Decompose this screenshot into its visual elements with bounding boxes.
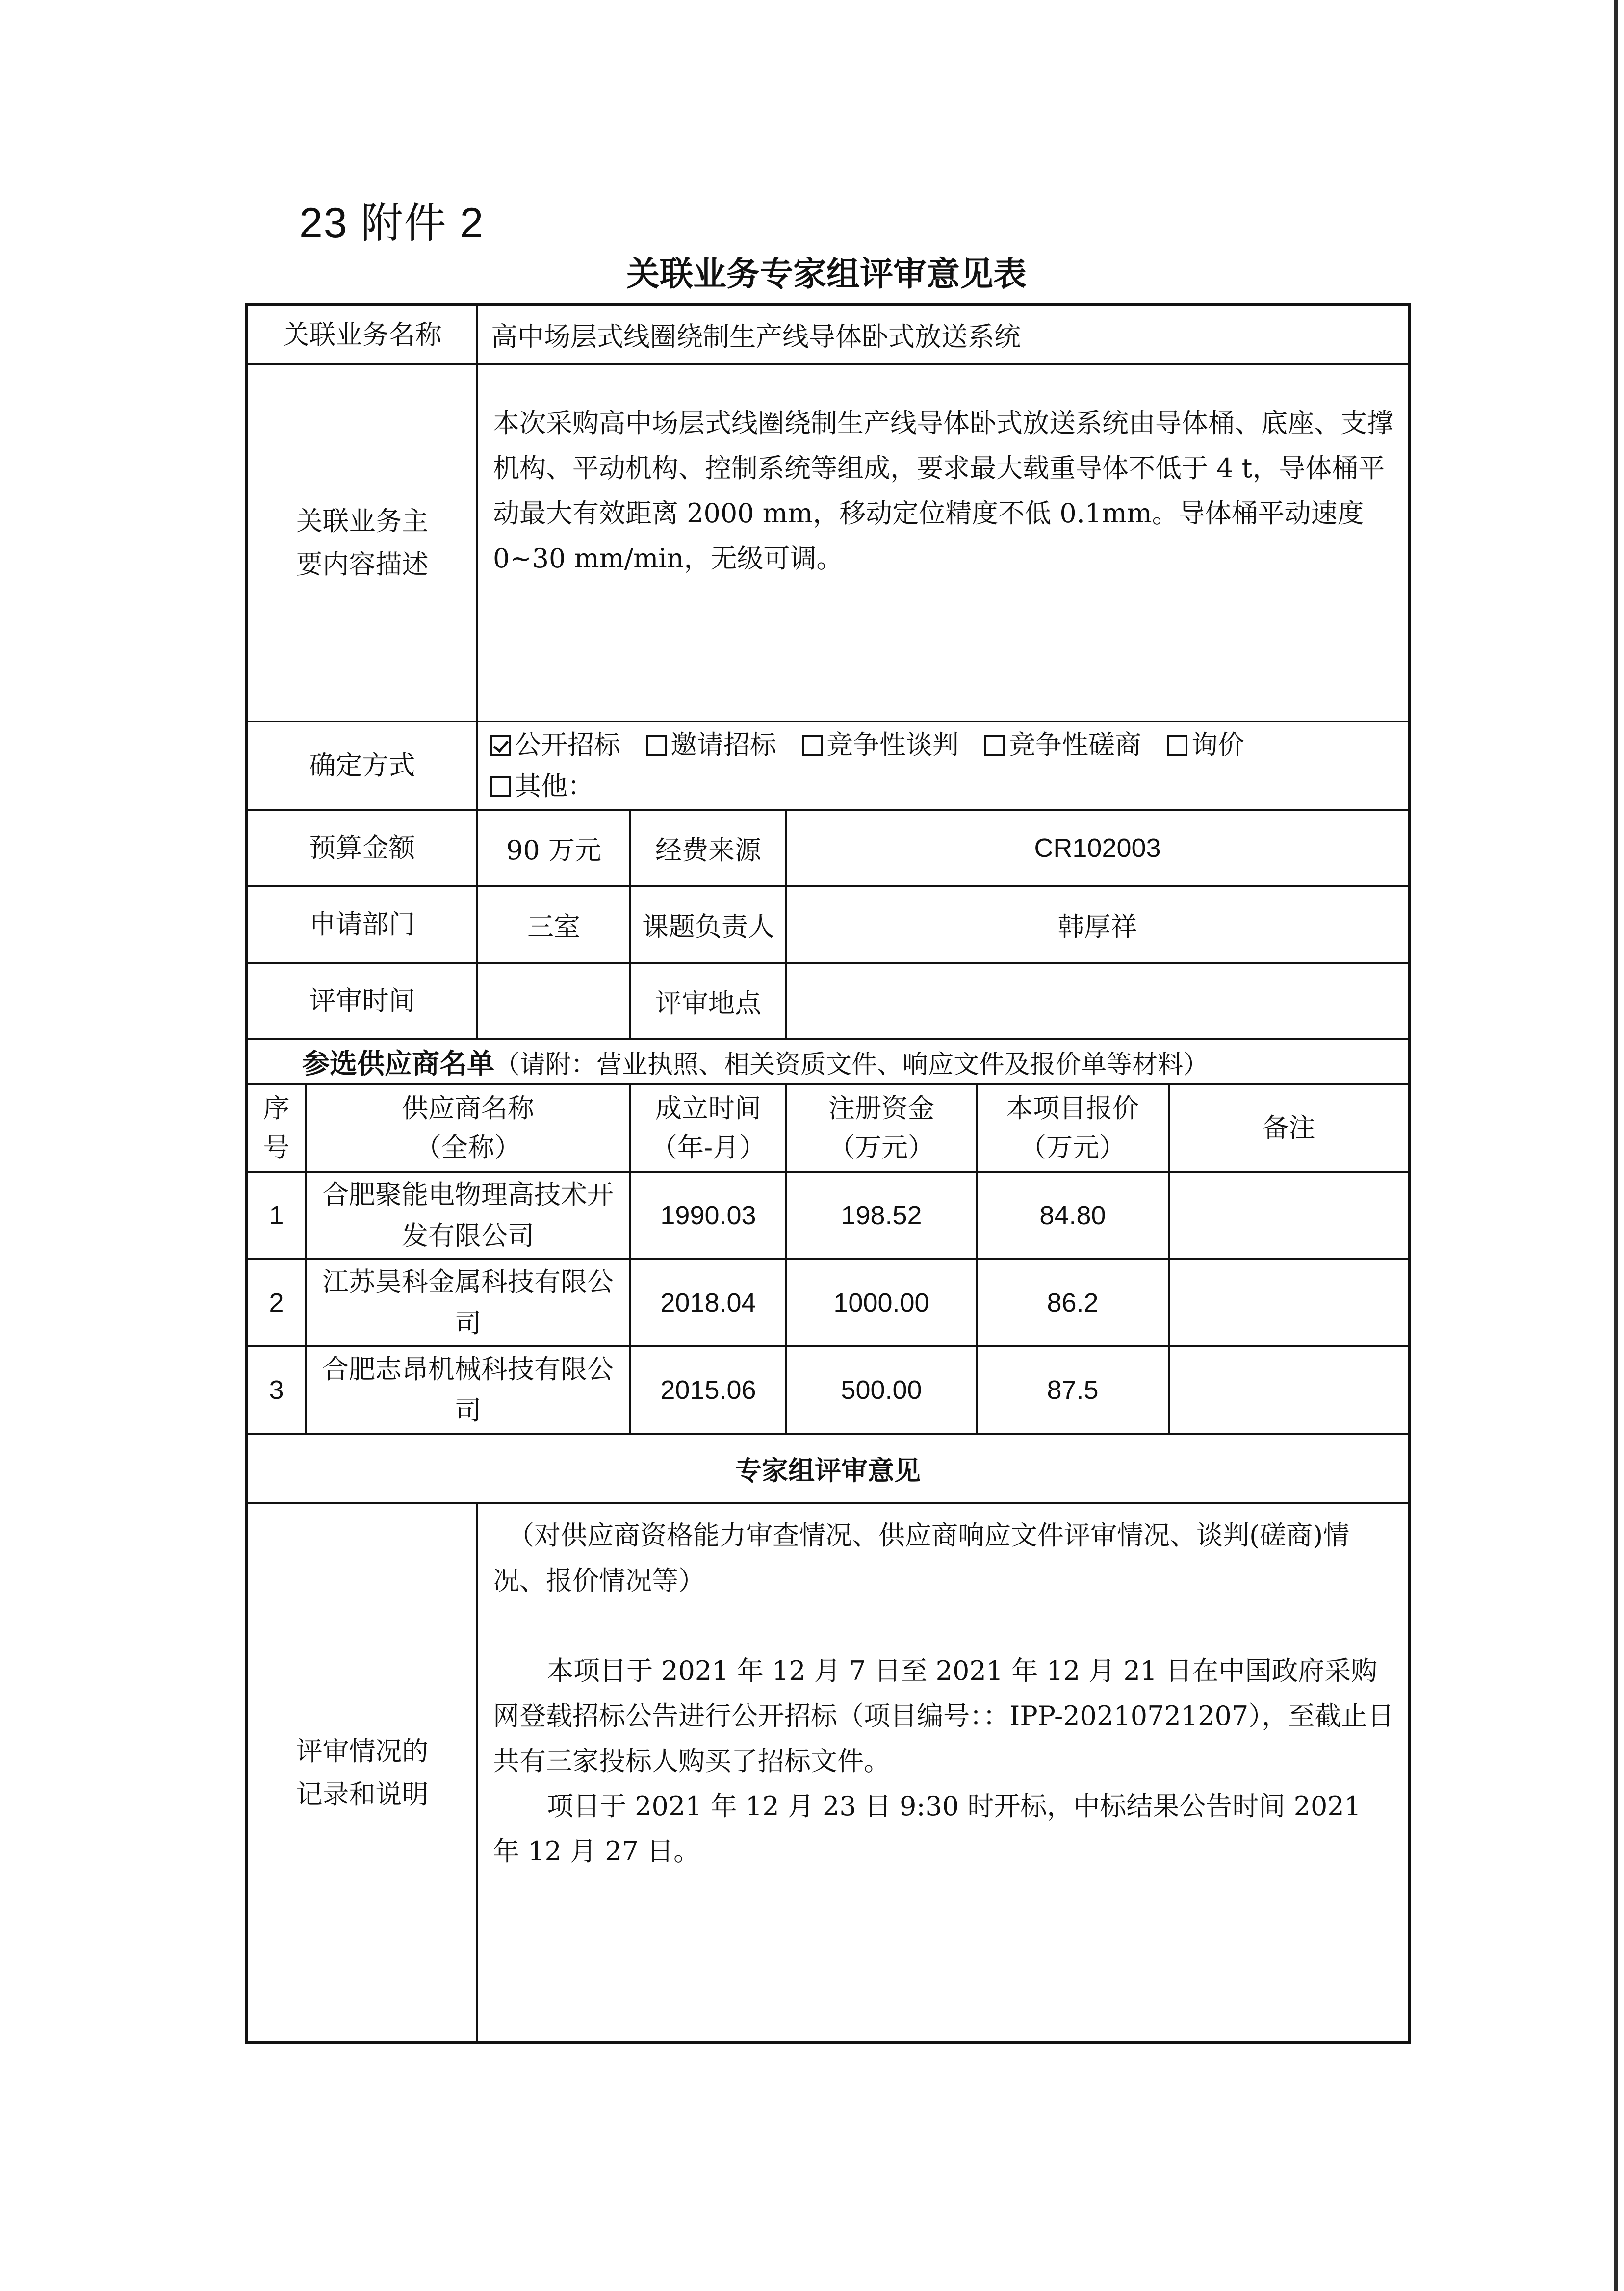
row-budget — [247, 810, 1409, 886]
supplier-seq: 2 — [247, 1259, 306, 1346]
row-review-section — [247, 1434, 1409, 1503]
supplier-remark — [1170, 1173, 1408, 1258]
supplier-seq: 1 — [247, 1172, 306, 1259]
checkbox-icon[interactable] — [802, 735, 823, 756]
method-option-label: 竞争性磋商 — [1009, 729, 1141, 760]
supplier-name-text: 江苏昊科金属科技有限公司 — [322, 1266, 614, 1339]
table-row — [247, 1172, 1409, 1259]
method-option-competitive-negotiation[interactable] — [802, 729, 959, 760]
column-header-capital — [786, 1084, 977, 1172]
column-header-capital-text: 注册资金（万元） — [828, 1093, 934, 1163]
column-header-quote-remark — [977, 1084, 1409, 1172]
supplier-capital: 500.00 — [786, 1346, 977, 1434]
method-option-invited-tender[interactable] — [646, 729, 776, 760]
method-option-label: 询价 — [1191, 729, 1244, 760]
supplier-section-title: 参选供应商名单 — [302, 1048, 494, 1080]
review-paragraph-1: 本项目于 2021 年 12 月 7 日至 2021 年 12 月 21 日在中国政府采购网登载招标公告进行公开招标（项目编号：：IPP-20210721207），至截止日共有三家投标人购买了招标文件。 — [493, 1655, 1394, 1776]
checkbox-icon[interactable] — [646, 735, 667, 756]
supplier-table-header — [247, 1084, 1409, 1172]
column-header-remark — [1170, 1085, 1408, 1171]
supplier-quote-remark — [977, 1259, 1409, 1346]
column-header-quote — [978, 1085, 1170, 1171]
column-header-seq — [247, 1084, 306, 1172]
procurement-method-label: 确定方式 — [247, 721, 477, 810]
project-leader-value: 韩厚祥 — [786, 886, 1409, 963]
quote-remark-split — [978, 1173, 1408, 1258]
method-option-label: 竞争性谈判 — [826, 729, 959, 760]
review-record-content — [477, 1503, 1409, 2043]
supplier-section-note: （请附：营业执照、相关资质文件、响应文件及报价单等材料） — [494, 1050, 1209, 1080]
row-business-description — [247, 364, 1409, 721]
supplier-quote: 87.5 — [978, 1347, 1170, 1433]
row-procurement-method — [247, 721, 1409, 810]
quote-remark-split — [978, 1260, 1408, 1345]
column-header-remark-text: 备注 — [1262, 1112, 1315, 1143]
supplier-section-heading — [247, 1039, 1409, 1084]
checkbox-checked-icon[interactable] — [490, 735, 511, 756]
budget-value: 90 万元 — [477, 810, 630, 886]
supplier-name — [306, 1259, 630, 1346]
checkbox-icon[interactable] — [490, 776, 511, 797]
checkbox-icon[interactable] — [984, 735, 1005, 756]
paragraph-gap — [493, 1603, 1395, 1648]
department-value: 三室 — [477, 886, 630, 963]
document-number: 23 附件 2 — [299, 200, 485, 247]
supplier-quote-remark — [977, 1172, 1409, 1259]
supplier-name-text: 合肥聚能电物理高技术开发有限公司 — [322, 1179, 614, 1251]
quote-remark-split — [978, 1347, 1408, 1433]
review-form — [245, 303, 1408, 2034]
supplier-quote: 86.2 — [978, 1260, 1170, 1345]
column-header-founded-text: 成立时间（年-月） — [650, 1093, 766, 1163]
method-option-competitive-consultation[interactable] — [984, 729, 1141, 760]
procurement-method-options — [477, 721, 1409, 810]
row-supplier-section — [247, 1039, 1409, 1084]
project-leader-label: 课题负责人 — [630, 886, 786, 963]
row-business-name — [247, 305, 1409, 364]
column-header-name-text: 供应商名称（全称） — [402, 1093, 534, 1163]
table-row — [247, 1346, 1409, 1434]
supplier-remark — [1170, 1347, 1408, 1433]
business-name-value: 高中场层式线圈绕制生产线导体卧式放送系统 — [477, 305, 1409, 364]
fund-source-value: CR102003 — [786, 810, 1409, 886]
method-option-inquiry[interactable] — [1167, 729, 1244, 760]
supplier-founded: 2018.04 — [630, 1259, 786, 1346]
review-time-label: 评审时间 — [247, 963, 477, 1039]
supplier-name-text: 合肥志昂机械科技有限公司 — [322, 1354, 614, 1426]
business-name-label: 关联业务名称 — [247, 305, 477, 364]
table-row — [247, 1259, 1409, 1346]
method-option-label: 公开招标 — [515, 729, 620, 760]
checkbox-icon[interactable] — [1167, 735, 1187, 756]
column-header-quote-text: 本项目报价（万元） — [1006, 1093, 1139, 1163]
business-description-label-text: 关联业务主要内容描述 — [296, 506, 429, 580]
business-description-value: 本次采购高中场层式线圈绕制生产线导体卧式放送系统由导体桶、底座、支撑机构、平动机构、控制系统等组成，要求最大载重导体不低于 4 t，导体桶平动最大有效距离 2000 mm，移动定位精度不低 0.1mm。导体桶平动速度 0~30 mm/min，无级可调。 — [477, 364, 1409, 721]
scan-edge-divider — [1614, 0, 1618, 2291]
supplier-name — [306, 1346, 630, 1434]
method-option-label: 邀请招标 — [670, 729, 776, 760]
supplier-capital: 1000.00 — [786, 1259, 977, 1346]
method-option-label: 其他： — [515, 771, 594, 801]
supplier-quote-remark — [977, 1346, 1409, 1434]
method-option-public-tender[interactable] — [490, 729, 620, 760]
column-header-name — [306, 1084, 630, 1172]
review-section-title: 专家组评审意见 — [247, 1434, 1409, 1503]
review-time-value — [477, 963, 630, 1039]
document-title: 关联业务专家组评审意见表 — [626, 255, 1027, 294]
review-paragraph-2: 项目于 2021 年 12 月 23 日 9:30 时开标，中标结果公告时间 2021 年 12 月 27 日。 — [493, 1791, 1362, 1867]
column-header-founded — [630, 1084, 786, 1172]
row-review-time — [247, 963, 1409, 1039]
supplier-capital: 198.52 — [786, 1172, 977, 1259]
row-review-record — [247, 1503, 1409, 2043]
budget-label: 预算金额 — [247, 810, 477, 886]
review-place-label: 评审地点 — [630, 963, 786, 1039]
review-record-label — [247, 1503, 477, 2043]
supplier-seq: 3 — [247, 1346, 306, 1434]
column-header-seq-text: 序号 — [263, 1093, 290, 1163]
review-record-label-text: 评审情况的记录和说明 — [296, 1735, 429, 1810]
row-department — [247, 886, 1409, 963]
review-form-table — [245, 303, 1411, 2044]
supplier-founded: 1990.03 — [630, 1172, 786, 1259]
department-label: 申请部门 — [247, 886, 477, 963]
supplier-remark — [1170, 1260, 1408, 1345]
supplier-founded: 2015.06 — [630, 1346, 786, 1434]
fund-source-label: 经费来源 — [630, 810, 786, 886]
review-note: （对供应商资格能力审查情况、供应商响应文件评审情况、谈判(磋商)情况、报价情况等） — [493, 1520, 1350, 1596]
review-place-value — [786, 963, 1409, 1039]
business-description-label — [247, 364, 477, 721]
method-option-other[interactable] — [490, 771, 594, 801]
quote-remark-split — [978, 1085, 1408, 1171]
supplier-name — [306, 1172, 630, 1259]
supplier-quote: 84.80 — [978, 1173, 1170, 1258]
